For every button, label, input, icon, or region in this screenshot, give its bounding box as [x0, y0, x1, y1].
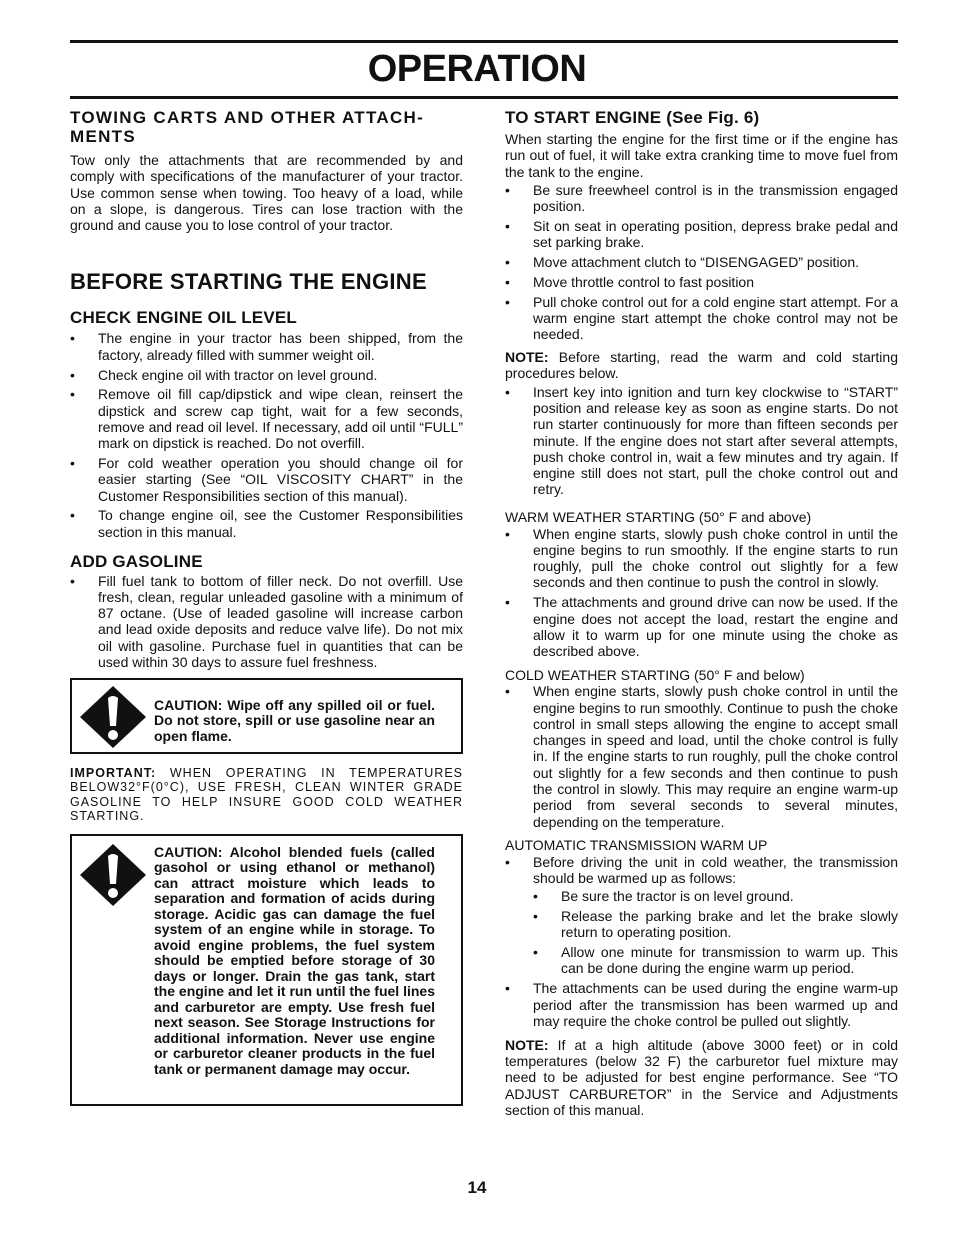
towing-text: Tow only the attachments that are recommended by and comply with specifications of the manufacturer of your tractor. Use common sense when towing. Too heavy of a load, while on a slope, is dangerous. Tires can lose traction with the ground and cause you to lose control of your tractor. [70, 152, 463, 234]
oil-level-list [70, 330, 463, 540]
sub-list-item: • Allow one minute for transmission to warm up. This can be done during the engine warm up period. [505, 944, 898, 977]
list-item: • To change engine oil, see the Customer Responsibilities section in this manual. [70, 507, 463, 540]
add-gasoline-heading: ADD GASOLINE [70, 551, 203, 571]
caution-text-alcohol: CAUTION: Alcohol blended fuels (called gasohol or using ethanol or methanol) can attract moisture which leads to separation and formation of acids during storage. Acidic gas can damage the fuel system of an engine while in storage. To avoid engine problems, the fuel system should be emptied before storage of 30 days or longer. Drain the gas tank, start the engine and let it run until the fuel lines and carburetor are empty. Use fresh fuel next season. See Storage Instructions for additional information. Never use engine or carburetor cleaner products in the fuel tank or permanent damage may occur. [154, 843, 435, 1077]
list-item: • Fill fuel tank to bottom of filler neck. Do not overfill. Use fresh, clean, regular unleaded gasoline with a minimum of 87 octane. (Use of leaded gasoline will increase carbon and lead oxide deposits and reduce valve life). Do not mix oil with gasoline. Purchase fuel in quantities that can be used within 30 days to assure fuel freshness. [70, 573, 463, 671]
list-item: • When engine starts, slowly push choke control in until the engine begins to run smoothly. If the engine starts to run roughly, pull the choke control out slightly for a few seconds and then continue to push the control in slowly. [505, 526, 898, 591]
list-item: • Remove oil fill cap/dipstick and wipe clean, reinsert the dipstick and screw cap tight, wait for a few seconds, remove and read oil level. If necessary, add oil until “FULL” mark on dipstick is reached. Do not overfill. [70, 386, 463, 451]
important-text: WHEN OPERATING IN TEMPERATURES BELOW32°F(0°C), USE FRESH, CLEAN WINTER GRADE GASOLINE TO HELP INSURE GOOD COLD WEATHER STARTING. [70, 765, 464, 824]
start-engine-heading: TO START ENGINE (See Fig. 6) [505, 108, 760, 127]
list-item: • The engine in your tractor has been shipped, from the factory, already filled with summer weight oil. [70, 330, 463, 363]
page-title: OPERATION [367, 48, 587, 90]
list-item: • Check engine oil with tractor on level ground. [70, 367, 463, 383]
sub-list-item: • Be sure the tractor is on level ground. [505, 888, 898, 904]
list-item: • Move throttle control to fast position [505, 274, 898, 290]
warning-exclamation-icon [78, 842, 148, 908]
warning-exclamation-icon [78, 684, 148, 750]
cold-weather-heading: COLD WEATHER STARTING (50° F and below) [505, 666, 805, 683]
sub-list-item: • Release the parking brake and let the brake slowly return to operating position. [505, 908, 898, 941]
list-item [505, 854, 898, 977]
note-before-starting [505, 349, 898, 382]
auto-transmission-list [505, 854, 898, 1029]
warm-weather-heading: WARM WEATHER STARTING (50° F and above) [505, 509, 812, 526]
caution-text-spill: CAUTION: Wipe off any spilled oil or fuel. Do not store, spill or use gasoline near an open flame. [154, 696, 435, 744]
oil-level-heading: CHECK ENGINE OIL LEVEL [70, 308, 298, 328]
list-item: • The attachments can be used during the engine warm-up period after the transmission has been warmed up and may require the choke control be pulled out slightly. [505, 980, 898, 1029]
page-number: 14 [467, 1178, 487, 1197]
auto-sub-list [505, 888, 898, 976]
auto-transmission-heading: AUTOMATIC TRANSMISSION WARM UP [505, 837, 768, 854]
left-column [70, 104, 463, 1106]
note-label: NOTE: [505, 1036, 549, 1053]
caution-box-alcohol [70, 834, 463, 1106]
ignition-list [505, 384, 898, 498]
towing-heading: TOWING CARTS AND OTHER ATTACH-MENTS [70, 108, 425, 146]
right-column [505, 104, 898, 1118]
note-altitude [505, 1037, 898, 1118]
list-item: • Be sure freewheel control is in the transmission engaged position. [505, 182, 898, 215]
title-rule [70, 96, 898, 99]
warm-weather-list [505, 526, 898, 660]
note-label: NOTE: [505, 349, 549, 366]
list-item: • Sit on seat in operating position, depress brake pedal and set parking brake. [505, 218, 898, 251]
start-engine-list [505, 182, 898, 343]
list-item: • When engine starts, slowly push choke control in until the engine begins to run smoothly. Continue to push the choke control in small steps allowing the engine to accept small changes in speed and load, until the choke control is fully in. If the engine starts to run roughly, pull the choke control out slightly for a few seconds and then continue to push the control in slowly. This may require an engine warm-up period from several seconds to several minutes, depending on the temperature. [505, 683, 898, 830]
cold-weather-list [505, 683, 898, 830]
auto-item-text: Before driving the unit in cold weather, the transmission should be warmed up as follows: [533, 853, 898, 886]
important-note [70, 766, 463, 824]
note-text: If at a high altitude (above 3000 feet) or in cold temperatures (below 32 F) the carburetor fuel mixture may need to be adjusted for best engine performance. See “TO ADJUST CARBURETOR” in the Service and Adjustments section of this manual. [505, 1036, 898, 1118]
start-engine-intro: When starting the engine for the first time or if the engine has run out of fuel, it will take extra cranking time to move fuel from the tank to the engine. [505, 131, 898, 180]
list-item: • Insert key into ignition and turn key clockwise to “START” position and release key as soon as engine starts. Do not run starter continuously for more than fifteen seconds per minute. If the engine does not start after several attempts, push choke control in, wait a few minutes and try again. If engine still does not start, pull the choke control out and retry. [505, 384, 898, 498]
list-item: • Move attachment clutch to “DISENGAGED” position. [505, 254, 898, 270]
list-item: • For cold weather operation you should change oil for easier starting (See “OIL VISCOSITY CHART” in the Customer Responsibilities section of this manual). [70, 455, 463, 504]
gasoline-list [70, 573, 463, 671]
important-label: IMPORTANT: [70, 765, 157, 780]
top-rule [70, 40, 898, 43]
note-text: Before starting, read the warm and cold starting procedures below. [505, 349, 898, 382]
list-item: • The attachments and ground drive can now be used. If the engine does not accept the load, restart the engine and allow it to warm up for one minute using the choke as described above. [505, 594, 898, 659]
list-item: • Pull choke control out for a cold engine start attempt. For a warm engine start attempt the choke control may not be needed. [505, 294, 898, 343]
caution-box-spill [70, 678, 463, 754]
before-starting-heading: BEFORE STARTING THE ENGINE [70, 269, 427, 295]
